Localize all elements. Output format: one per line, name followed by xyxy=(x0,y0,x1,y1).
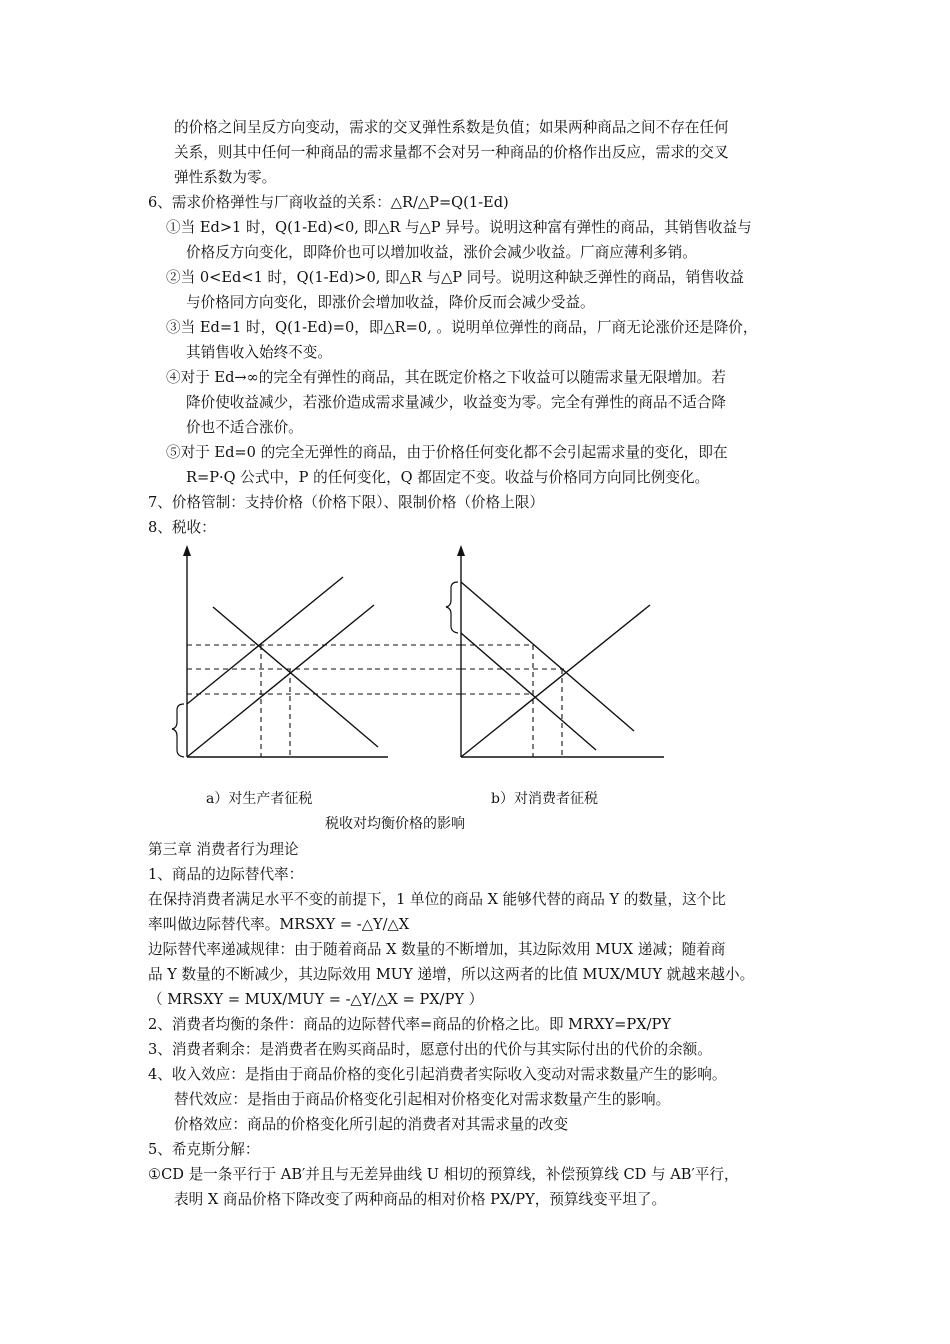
item7: 7、价格管制：支持价格（价格下限）、限制价格（价格上限） xyxy=(148,494,545,511)
figure-caption-b: b）对消费者征税 xyxy=(491,791,598,807)
item8: 8、税收： xyxy=(148,519,216,536)
item6-point-5: ⑤对于 Ed=0 的完全无弹性的商品，由于价格任何变化都不会引起需求量的变化，即在 xyxy=(166,444,728,461)
diagram-b-tax-brace xyxy=(446,582,458,633)
chapter3-heading: 第三章 消费者行为理论 xyxy=(148,841,299,858)
chapter3-line: ①CD 是一条平行于 AB′并且与无差异曲线 U 相切的预算线，补偿预算线 CD 与 AB′平行， xyxy=(148,1166,739,1183)
chapter3-line: 在保持消费者满足水平不变的前提下，1 单位的商品 X 能够代替的商品 Y 的数量，这个比 xyxy=(148,891,726,908)
diagram-a-producer-tax xyxy=(172,545,388,757)
chapter3-line: 率叫做边际替代率。MRSXY = -△Y/△X xyxy=(148,916,410,933)
diagram-a-demand-curve xyxy=(213,607,378,747)
chapter3-line: 5、希克斯分解： xyxy=(148,1141,260,1158)
paragraph-line: 的价格之间呈反方向变动，需求的交叉弹性系数是负值；如果两种商品之间不存在任何 xyxy=(174,119,729,136)
chapter3-line: 边际替代率递减规律：由于随着商品 X 数量的不断增加，其边际效用 MUX 递减；随着商 xyxy=(148,941,726,958)
item6-point-4: ④对于 Ed→∞的完全有弹性的商品，其在既定价格之下收益可以随需求量无限增加。若 xyxy=(166,369,726,386)
chapter3-line: 4、收入效应：是指由于商品价格的变化引起消费者实际收入变动对需求数量产生的影响。 xyxy=(148,1066,727,1083)
chapter3-line: 价格效应：商品的价格变化所引起的消费者对其需求量的改变 xyxy=(174,1116,569,1133)
item6-point-3-cont: 其销售收入始终不变。 xyxy=(186,344,332,361)
chapter3-line: 3、消费者剩余：是消费者在购买商品时，愿意付出的代价与其实际付出的代价的余额。 xyxy=(148,1041,712,1058)
item6-point-2: ②当 0<Ed<1 时，Q(1-Ed)>0, 即△R 与△P 同号。说明这种缺乏弹性的商品，销售收益 xyxy=(166,269,745,286)
item6-point-1-cont: 价格反方向变化，即降价也可以增加收益，涨价会减少收益。厂商应薄利多销。 xyxy=(186,244,697,261)
chapter3-line: 2、消费者均衡的条件：商品的边际替代率=商品的价格之比。即 MRXY=PX/PY xyxy=(148,1016,671,1033)
item6-point-4-cont2: 价也不适合涨价。 xyxy=(186,419,303,436)
chapter3-line: 替代效应：是指由于商品价格变化引起相对价格变化对需求数量产生的影响。 xyxy=(174,1091,671,1108)
diagram-a-tax-brace xyxy=(172,704,184,757)
diagram-a-supply-after-tax xyxy=(187,577,343,704)
chapter3-line: 品 Y 数量的不断减少，其边际效用 MUY 递增，所以这两者的比值 MUX/MUY 就越来越小。 xyxy=(148,966,755,983)
diagram-b-demand-after-tax xyxy=(461,633,596,750)
item6-point-2-cont: 与价格同方向变化，即涨价会增加收益，降价反而会减少受益。 xyxy=(186,294,595,311)
diagram-b-y-arrow xyxy=(457,545,465,556)
paragraph-line: 关系，则其中任何一种商品的需求量都不会对另一种商品的价格作出反应，需求的交叉 xyxy=(174,144,729,161)
figure-title: 税收对均衡价格的影响 xyxy=(325,816,465,832)
diagram-b-consumer-tax xyxy=(446,545,664,757)
chapter3-line: （ MRSXY = MUX/MUY = -△Y/△X = PX/PY ） xyxy=(148,991,484,1008)
item6-point-1: ①当 Ed>1 时，Q(1-Ed)<0, 即△R 与△P 异号。说明这种富有弹性的商品，其销售收益与 xyxy=(166,219,752,236)
chapter3-line: 表明 X 商品价格下降改变了两种商品的相对价格 PX/PY，预算线变平坦了。 xyxy=(174,1191,667,1208)
item6-point-5-cont: R=P·Q 公式中，P 的任何变化，Q 都固定不变。收益与价格同方向同比例变化。 xyxy=(186,469,710,486)
chapter3-line: 1、商品的边际替代率： xyxy=(148,866,304,883)
diagram-linking-guides xyxy=(375,645,461,694)
item6-point-4-cont: 降价使收益减少，若涨价造成需求量减少，收益变为零。完全有弹性的商品不适合降 xyxy=(186,394,726,411)
paragraph-line: 弹性系数为零。 xyxy=(174,169,277,186)
diagram-a-y-arrow xyxy=(183,545,191,556)
item6-title: 6、需求价格弹性与厂商收益的关系：△R/△P=Q(1-Ed) xyxy=(148,194,509,211)
item6-point-3: ③当 Ed=1 时，Q(1-Ed)=0，即△R=0, 。说明单位弹性的商品，厂商无论涨价还是降价， xyxy=(166,319,758,336)
figure-caption-a: a）对生产者征税 xyxy=(206,791,313,807)
diagram-b-supply-curve xyxy=(461,605,650,757)
